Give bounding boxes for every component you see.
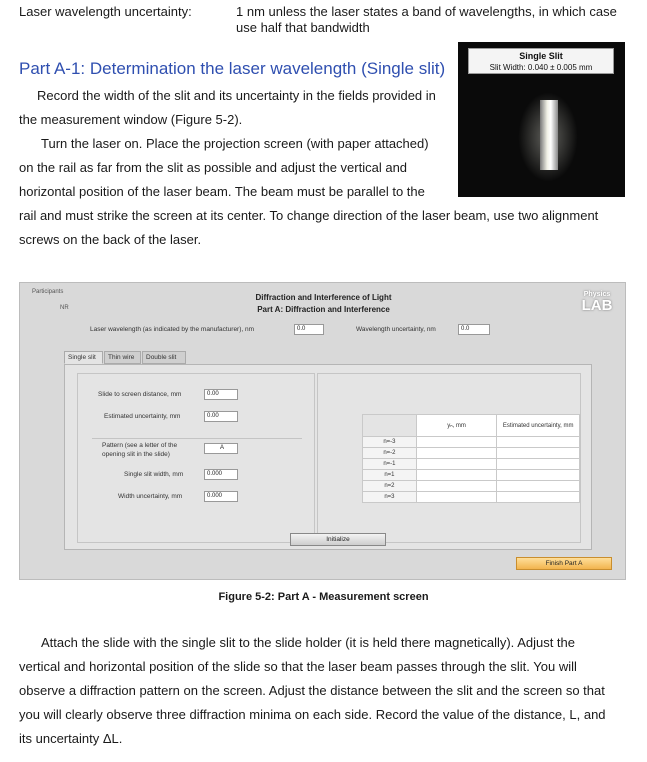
para2-line2: on the rail as far from the slit as possible and adjust the vertical and: [19, 160, 408, 175]
table-row: [363, 470, 580, 481]
slit-photo-title: Single Slit: [519, 51, 563, 61]
participants-value: NR: [60, 305, 69, 311]
closing-line5: its uncertainty ΔL.: [19, 731, 123, 746]
pattern-label-line1: Pattern (see a letter of the: [102, 442, 178, 449]
logo-big-text: LAB: [581, 297, 613, 314]
y-cell[interactable]: [416, 492, 497, 503]
width-uncertainty-label: Width uncertainty, mm: [118, 493, 183, 500]
row-label: n=1: [363, 470, 417, 481]
y-cell[interactable]: [416, 470, 497, 481]
row-label: n=3: [363, 492, 417, 503]
table-row: [363, 481, 580, 492]
single-slit-panel: [64, 364, 592, 550]
pattern-label-line2: opening slit in the slide): [102, 451, 170, 458]
uncertainty-cell[interactable]: [497, 470, 580, 481]
slit-width-label: Single slit width, mm: [124, 471, 184, 478]
tab-double-slit[interactable]: Double slit: [142, 351, 186, 364]
slit-photo-label: [468, 48, 614, 74]
uncertainty-cell[interactable]: [497, 481, 580, 492]
participants-label: Participants: [32, 289, 64, 295]
para2-line1: Turn the laser on. Place the projection screen (with paper attached): [41, 136, 429, 151]
logo-small-text: Physics: [583, 291, 611, 298]
para2-line3: horizontal position of the laser beam. The beam must be parallel to the: [19, 184, 425, 199]
figure-caption: Figure 5-2: Part A - Measurement screen: [218, 591, 429, 603]
wavelength-input[interactable]: 0.0: [294, 324, 324, 335]
y-header: yₙ, mm: [416, 415, 497, 437]
minima-table: [362, 414, 580, 503]
wavelength-uncertainty-input[interactable]: 0.0: [458, 324, 490, 335]
slit-photo: [458, 42, 625, 197]
minima-table-group: [317, 373, 581, 543]
app-title-line2: Part A: Diffraction and Interference: [257, 305, 390, 314]
uncertainty-value: 1 nm unless the laser states a band of wavelengths, in which case use half that bandwidth: [236, 4, 617, 35]
app-title: [20, 292, 627, 316]
distance-uncertainty-label: Estimated uncertainty, mm: [104, 413, 181, 420]
closing-line2: vertical and horizontal position of the slide so that the laser beam passes through the slit. You will: [19, 659, 577, 674]
uncertainty-label: Laser wavelength uncertainty:: [19, 4, 192, 19]
y-cell[interactable]: [416, 459, 497, 470]
finish-part-a-button[interactable]: Finish Part A: [516, 557, 612, 570]
input-group: [77, 373, 315, 543]
distance-label: Slide to screen distance, mm: [98, 391, 182, 398]
row-label: n=2: [363, 481, 417, 492]
section-heading: Part A-1: Determination the laser wavelength (Single slit): [19, 59, 446, 78]
table-row: [363, 459, 580, 470]
para2-line4: rail and must strike the screen at its center. To change direction of the laser beam, use two alignment: [19, 208, 599, 223]
wavelength-label: Laser wavelength (as indicated by the manufacturer), nm: [90, 326, 255, 333]
row-label: n=-3: [363, 437, 417, 448]
pattern-select[interactable]: A: [204, 443, 238, 454]
table-row: [363, 448, 580, 459]
para2-line5: screws on the back of the laser.: [19, 232, 202, 247]
group-divider: [92, 438, 302, 439]
uncertainty-cell[interactable]: [497, 492, 580, 503]
uncertainty-header: Estimated uncertainty, mm: [497, 415, 580, 437]
table-header-row: [363, 415, 580, 437]
row-label: n=-1: [363, 459, 417, 470]
y-cell[interactable]: [416, 481, 497, 492]
para1-line2: the measurement window (Figure 5-2).: [19, 112, 243, 127]
distance-uncertainty-input[interactable]: 0.00: [204, 411, 238, 422]
row-label: n=-2: [363, 448, 417, 459]
y-cell[interactable]: [416, 437, 497, 448]
initialize-button[interactable]: Initialize: [290, 533, 386, 546]
tab-thin-wire[interactable]: Thin wire: [104, 351, 141, 364]
uncertainty-cell[interactable]: [497, 437, 580, 448]
tab-single-slit[interactable]: Single slit: [64, 351, 103, 364]
y-cell[interactable]: [416, 448, 497, 459]
table-corner-header: [363, 415, 417, 437]
slit-width-input[interactable]: 0.000: [204, 469, 238, 480]
slit-photo-subtitle: Slit Width: 0.040 ± 0.005 mm: [489, 63, 593, 72]
uncertainty-cell[interactable]: [497, 448, 580, 459]
closing-line1: Attach the slide with the single slit to the slide holder (it is held there magnetically). Adjust the: [41, 635, 576, 650]
distance-input[interactable]: 0.00: [204, 389, 238, 400]
uncertainty-cell[interactable]: [497, 459, 580, 470]
laser-beam-on-screen: [540, 100, 558, 170]
closing-line3: observe a diffraction pattern on the screen. Adjust the distance between the slit and the screen so that: [19, 683, 605, 698]
width-uncertainty-input[interactable]: 0.000: [204, 491, 238, 502]
para1-line1: Record the width of the slit and its uncertainty in the fields provided in: [37, 88, 436, 103]
measurement-window: [19, 282, 626, 580]
table-row: [363, 492, 580, 503]
closing-line4: you will clearly observe three diffraction minima on each side. Record the value of the distance, L, and: [19, 707, 606, 722]
app-title-line1: Diffraction and Interference of Light: [255, 293, 392, 302]
physics-lab-logo: [579, 291, 615, 313]
table-row: [363, 437, 580, 448]
wavelength-uncertainty-label: Wavelength uncertainty, nm: [356, 326, 436, 333]
